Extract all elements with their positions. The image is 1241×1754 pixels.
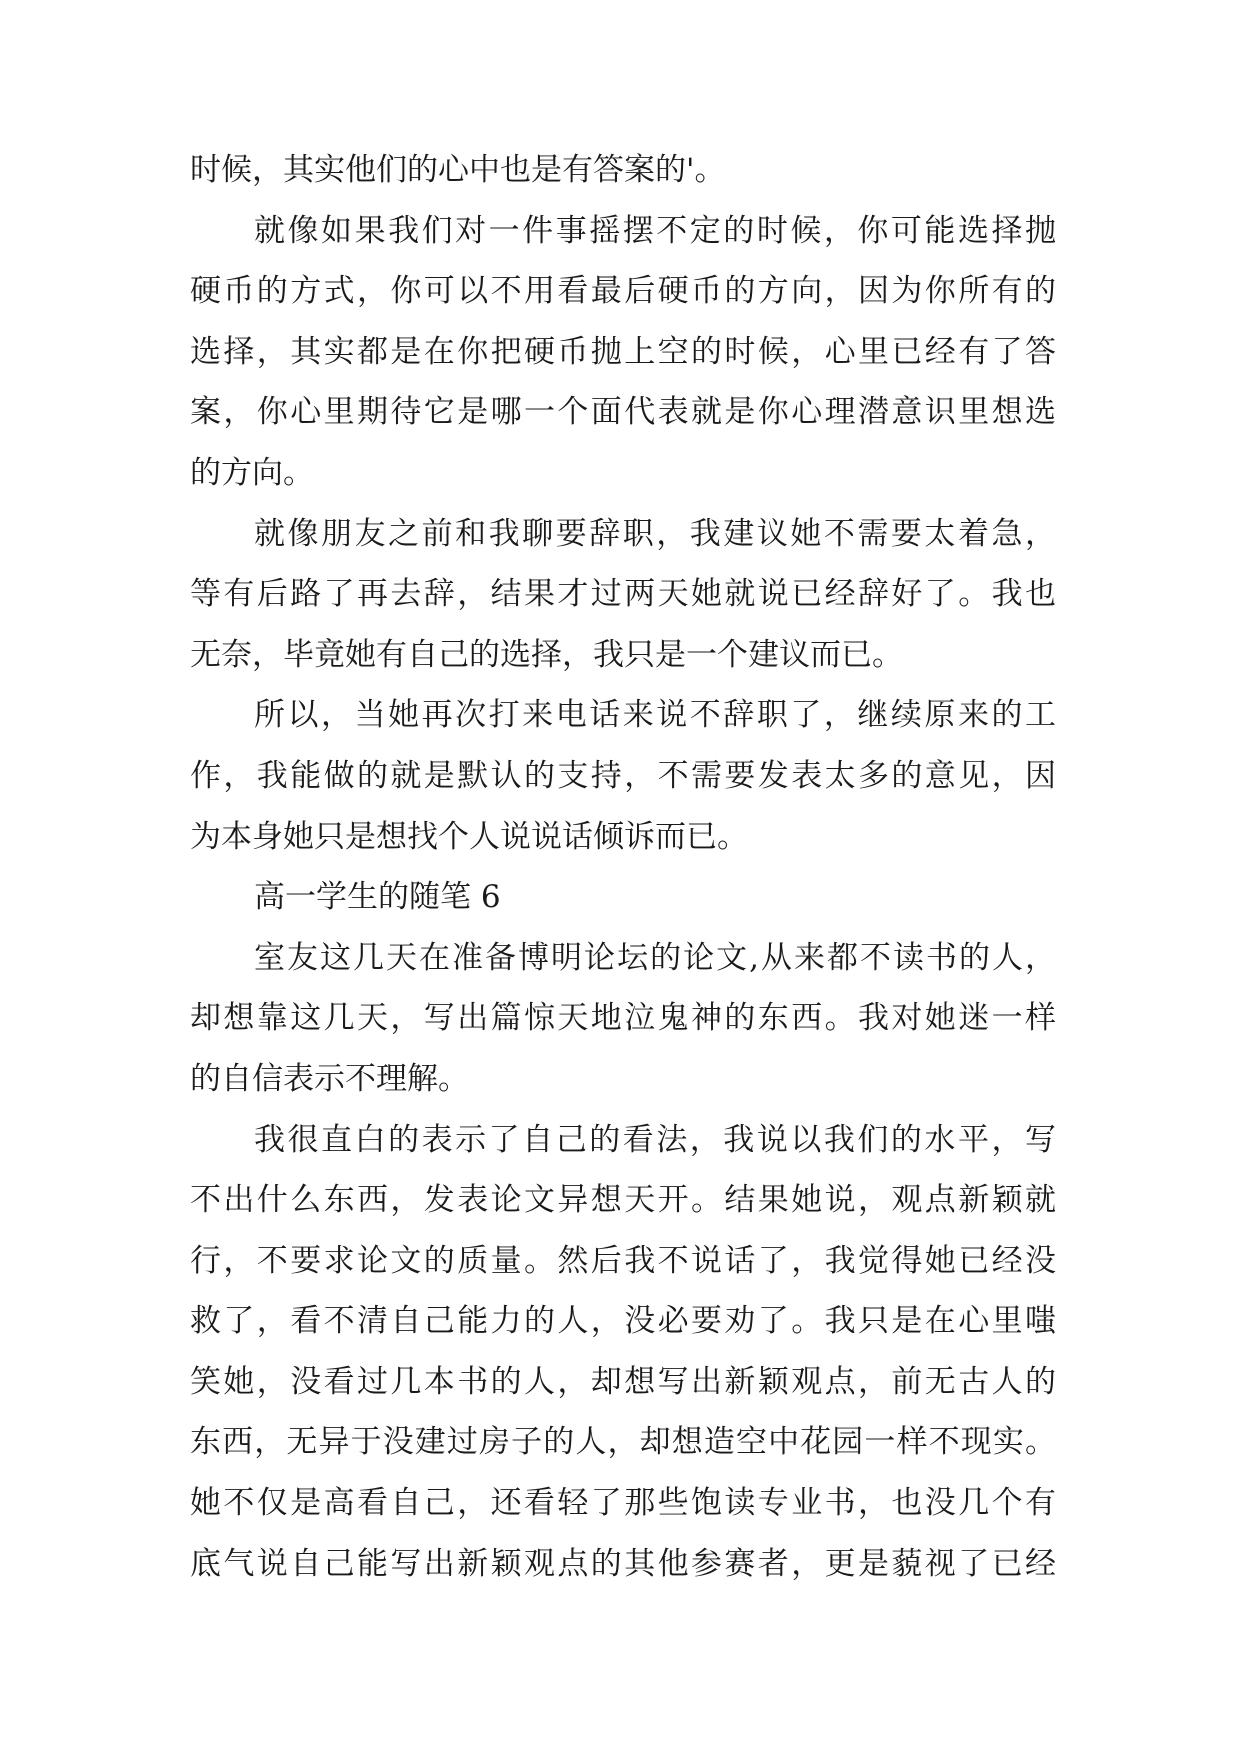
- text-line: 为本身她只是想找个人说说话倾诉而已。: [190, 818, 748, 855]
- text-line: 等有后路了再去辞，结果才过两天她就说已经辞好了。我也: [190, 576, 1056, 613]
- text-line: 所以，当她再次打来电话来说不辞职了，继续原来的工: [254, 697, 1056, 734]
- text-line: 硬币的方式，你可以不用看最后硬币的方向，因为你所有的: [190, 273, 1056, 310]
- text-line: 选择，其实都是在你把硬币抛上空的时候，心里已经有了答: [190, 333, 1056, 370]
- text-line: 就像朋友之前和我聊要辞职，我建议她不需要太着急，: [254, 515, 1056, 552]
- text-line: 作，我能做的就是默认的支持，不需要发表太多的意见，因: [190, 757, 1056, 794]
- text-line: 的方向。: [190, 454, 314, 491]
- text-line: 我很直白的表示了自己的看法，我说以我们的水平，写: [254, 1121, 1056, 1158]
- text-line: 的自信表示不理解。: [190, 1060, 469, 1097]
- text-line: 救了，看不清自己能力的人，没必要劝了。我只是在心里嗤: [190, 1303, 1056, 1340]
- text-line: 高一学生的随笔 6: [254, 879, 501, 916]
- text-line: 时候，其实他们的心中也是有答案的'。: [190, 152, 726, 188]
- text-line: 底气说自己能写出新颖观点的其他参赛者，更是藐视了已经: [190, 1545, 1056, 1582]
- text-line: 却想靠这几天，写出篇惊天地泣鬼神的东西。我对她迷一样: [190, 1000, 1056, 1037]
- text-line: 东西，无异于没建过房子的人，却想造空中花园一样不现实。: [190, 1424, 1056, 1461]
- text-line: 不出什么东西，发表论文异想天开。结果她说，观点新颖就: [190, 1182, 1056, 1219]
- text-line: 就像如果我们对一件事摇摆不定的时候，你可能选择抛: [254, 212, 1056, 249]
- text-line: 案，你心里期待它是哪一个面代表就是你心理潜意识里想选: [190, 394, 1056, 431]
- text-line: 行，不要求论文的质量。然后我不说话了，我觉得她已经没: [190, 1242, 1056, 1279]
- text-line: 室友这几天在准备博明论坛的论文,从来都不读书的人，: [254, 939, 1056, 976]
- text-line: 她不仅是高看自己，还看轻了那些饱读专业书，也没几个有: [190, 1485, 1056, 1522]
- text-line: 笑她，没看过几本书的人，却想写出新颖观点，前无古人的: [190, 1363, 1056, 1400]
- text-line: 无奈，毕竟她有自己的选择，我只是一个建议而已。: [190, 636, 903, 673]
- document-body: [190, 140, 1056, 1594]
